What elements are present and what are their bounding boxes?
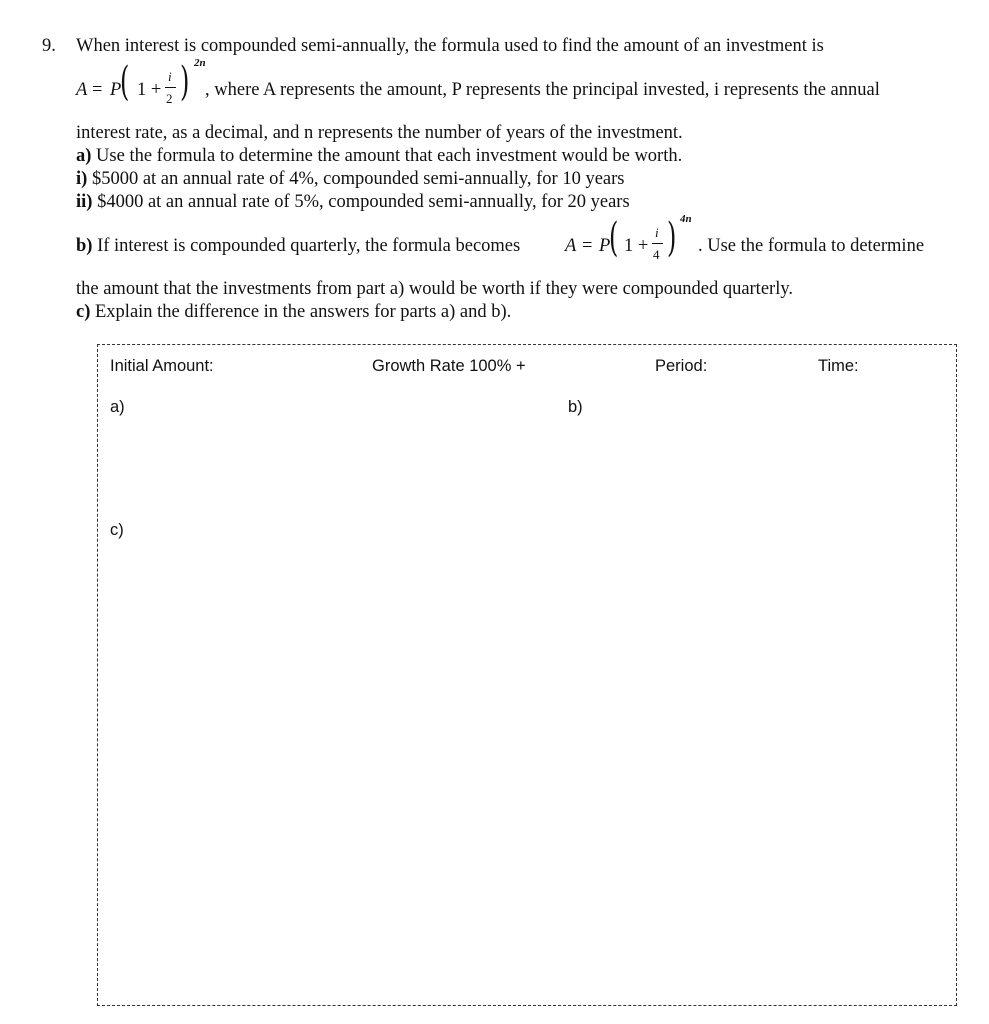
formula-p-variable: P (110, 80, 122, 100)
formula-equals: = (92, 80, 103, 100)
left-paren: ( (609, 215, 619, 261)
part-a-ii-label: ii) (76, 192, 93, 212)
part-a-instruction (76, 147, 682, 166)
part-b-instruction (76, 237, 520, 256)
answer-work-box[interactable] (97, 344, 957, 1006)
work-label-c: c) (110, 521, 124, 539)
formula-denominator: 2 (166, 91, 173, 106)
formula-exponent: 2n (194, 57, 206, 69)
header-period: Period: (655, 357, 708, 375)
header-growth-rate: Growth Rate 100% + (372, 357, 526, 375)
fraction-bar (652, 243, 663, 244)
formula2-one-plus: 1 + (624, 236, 649, 256)
part-a-ii-text: $4000 at an annual rate of 5%, compounded semi-annually, for 20 years (97, 192, 630, 212)
formula-one-plus: 1 + (137, 80, 162, 100)
part-b-tail: . Use the formula to determine (698, 236, 925, 256)
part-a-text: Use the formula to determine the amount that each investment would be worth. (96, 146, 683, 166)
formula2-denominator: 4 (653, 247, 660, 262)
part-a-i (76, 170, 625, 189)
header-time: Time: (818, 357, 859, 375)
question-line3: interest rate, as a decimal, and n represents the number of years of the investment. (76, 123, 683, 143)
part-a-ii (76, 193, 630, 212)
formula2-p-variable: P (599, 236, 611, 256)
formula-numerator: i (168, 69, 172, 84)
part-b-line2: the amount that the investments from part a) would be worth if they were compounded quarterly. (76, 279, 794, 299)
work-label-b: b) (568, 398, 583, 416)
left-paren: ( (120, 59, 130, 105)
part-c-instruction (76, 303, 511, 322)
part-a-label: a) (76, 146, 92, 166)
right-paren: ) (667, 215, 677, 261)
formula2-equals: = (582, 236, 593, 256)
part-b-label: b) (76, 236, 93, 256)
part-c-label: c) (76, 302, 91, 322)
formula-a-variable: A (76, 80, 88, 100)
formula2-a-variable: A (565, 236, 577, 256)
formula2-numerator: i (655, 225, 659, 240)
formula1-description: , where A represents the amount, P represents the principal invested, i represents the annual (205, 80, 880, 100)
part-a-i-label: i) (76, 169, 88, 189)
question-number: 9. (42, 36, 56, 56)
formula2-exponent: 4n (680, 213, 692, 225)
header-initial-amount: Initial Amount: (110, 357, 214, 375)
right-paren: ) (180, 59, 190, 105)
fraction-bar (165, 87, 176, 88)
question-intro: When interest is compounded semi-annually, the formula used to find the amount of an investment is (76, 36, 824, 56)
part-c-text: Explain the difference in the answers for parts a) and b). (95, 302, 512, 322)
work-label-a: a) (110, 398, 125, 416)
part-a-i-text: $5000 at an annual rate of 4%, compounded semi-annually, for 10 years (91, 169, 625, 189)
part-b-text: If interest is compounded quarterly, the formula becomes (97, 236, 521, 256)
